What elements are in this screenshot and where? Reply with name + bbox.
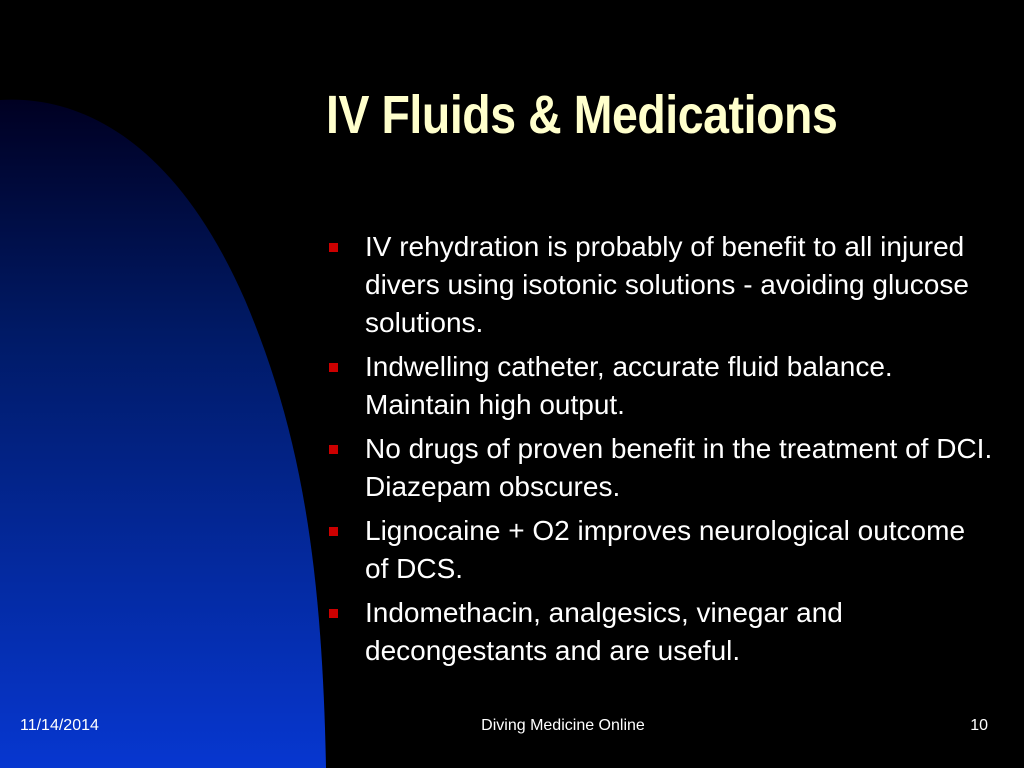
square-bullet-icon xyxy=(329,609,338,618)
list-item xyxy=(326,430,996,506)
square-bullet-icon xyxy=(329,363,338,372)
footer-date: 11/14/2014 xyxy=(20,717,99,734)
bullet-list xyxy=(326,228,996,676)
square-bullet-icon xyxy=(329,243,338,252)
list-item xyxy=(326,228,996,342)
bullet-text: IV rehydration is probably of benefit to all injured divers using isotonic solutions - avoiding glucose solutions. xyxy=(365,231,969,338)
bullet-text: Indomethacin, analgesics, vinegar and decongestants and are useful. xyxy=(365,597,843,666)
slide-title: IV Fluids & Medications xyxy=(326,85,838,145)
list-item xyxy=(326,594,996,670)
square-bullet-icon xyxy=(329,445,338,454)
square-bullet-icon xyxy=(329,527,338,536)
list-item xyxy=(326,512,996,588)
footer-title: Diving Medicine Online xyxy=(481,717,645,734)
bullet-text: Lignocaine + O2 improves neurological outcome of DCS. xyxy=(365,515,966,584)
page-number: 10 xyxy=(970,717,988,734)
list-item xyxy=(326,348,996,424)
bullet-text: Indwelling catheter, accurate fluid balance. Maintain high output. xyxy=(365,351,893,420)
bullet-text: No drugs of proven benefit in the treatment of DCI. Diazepam obscures. xyxy=(365,433,993,502)
